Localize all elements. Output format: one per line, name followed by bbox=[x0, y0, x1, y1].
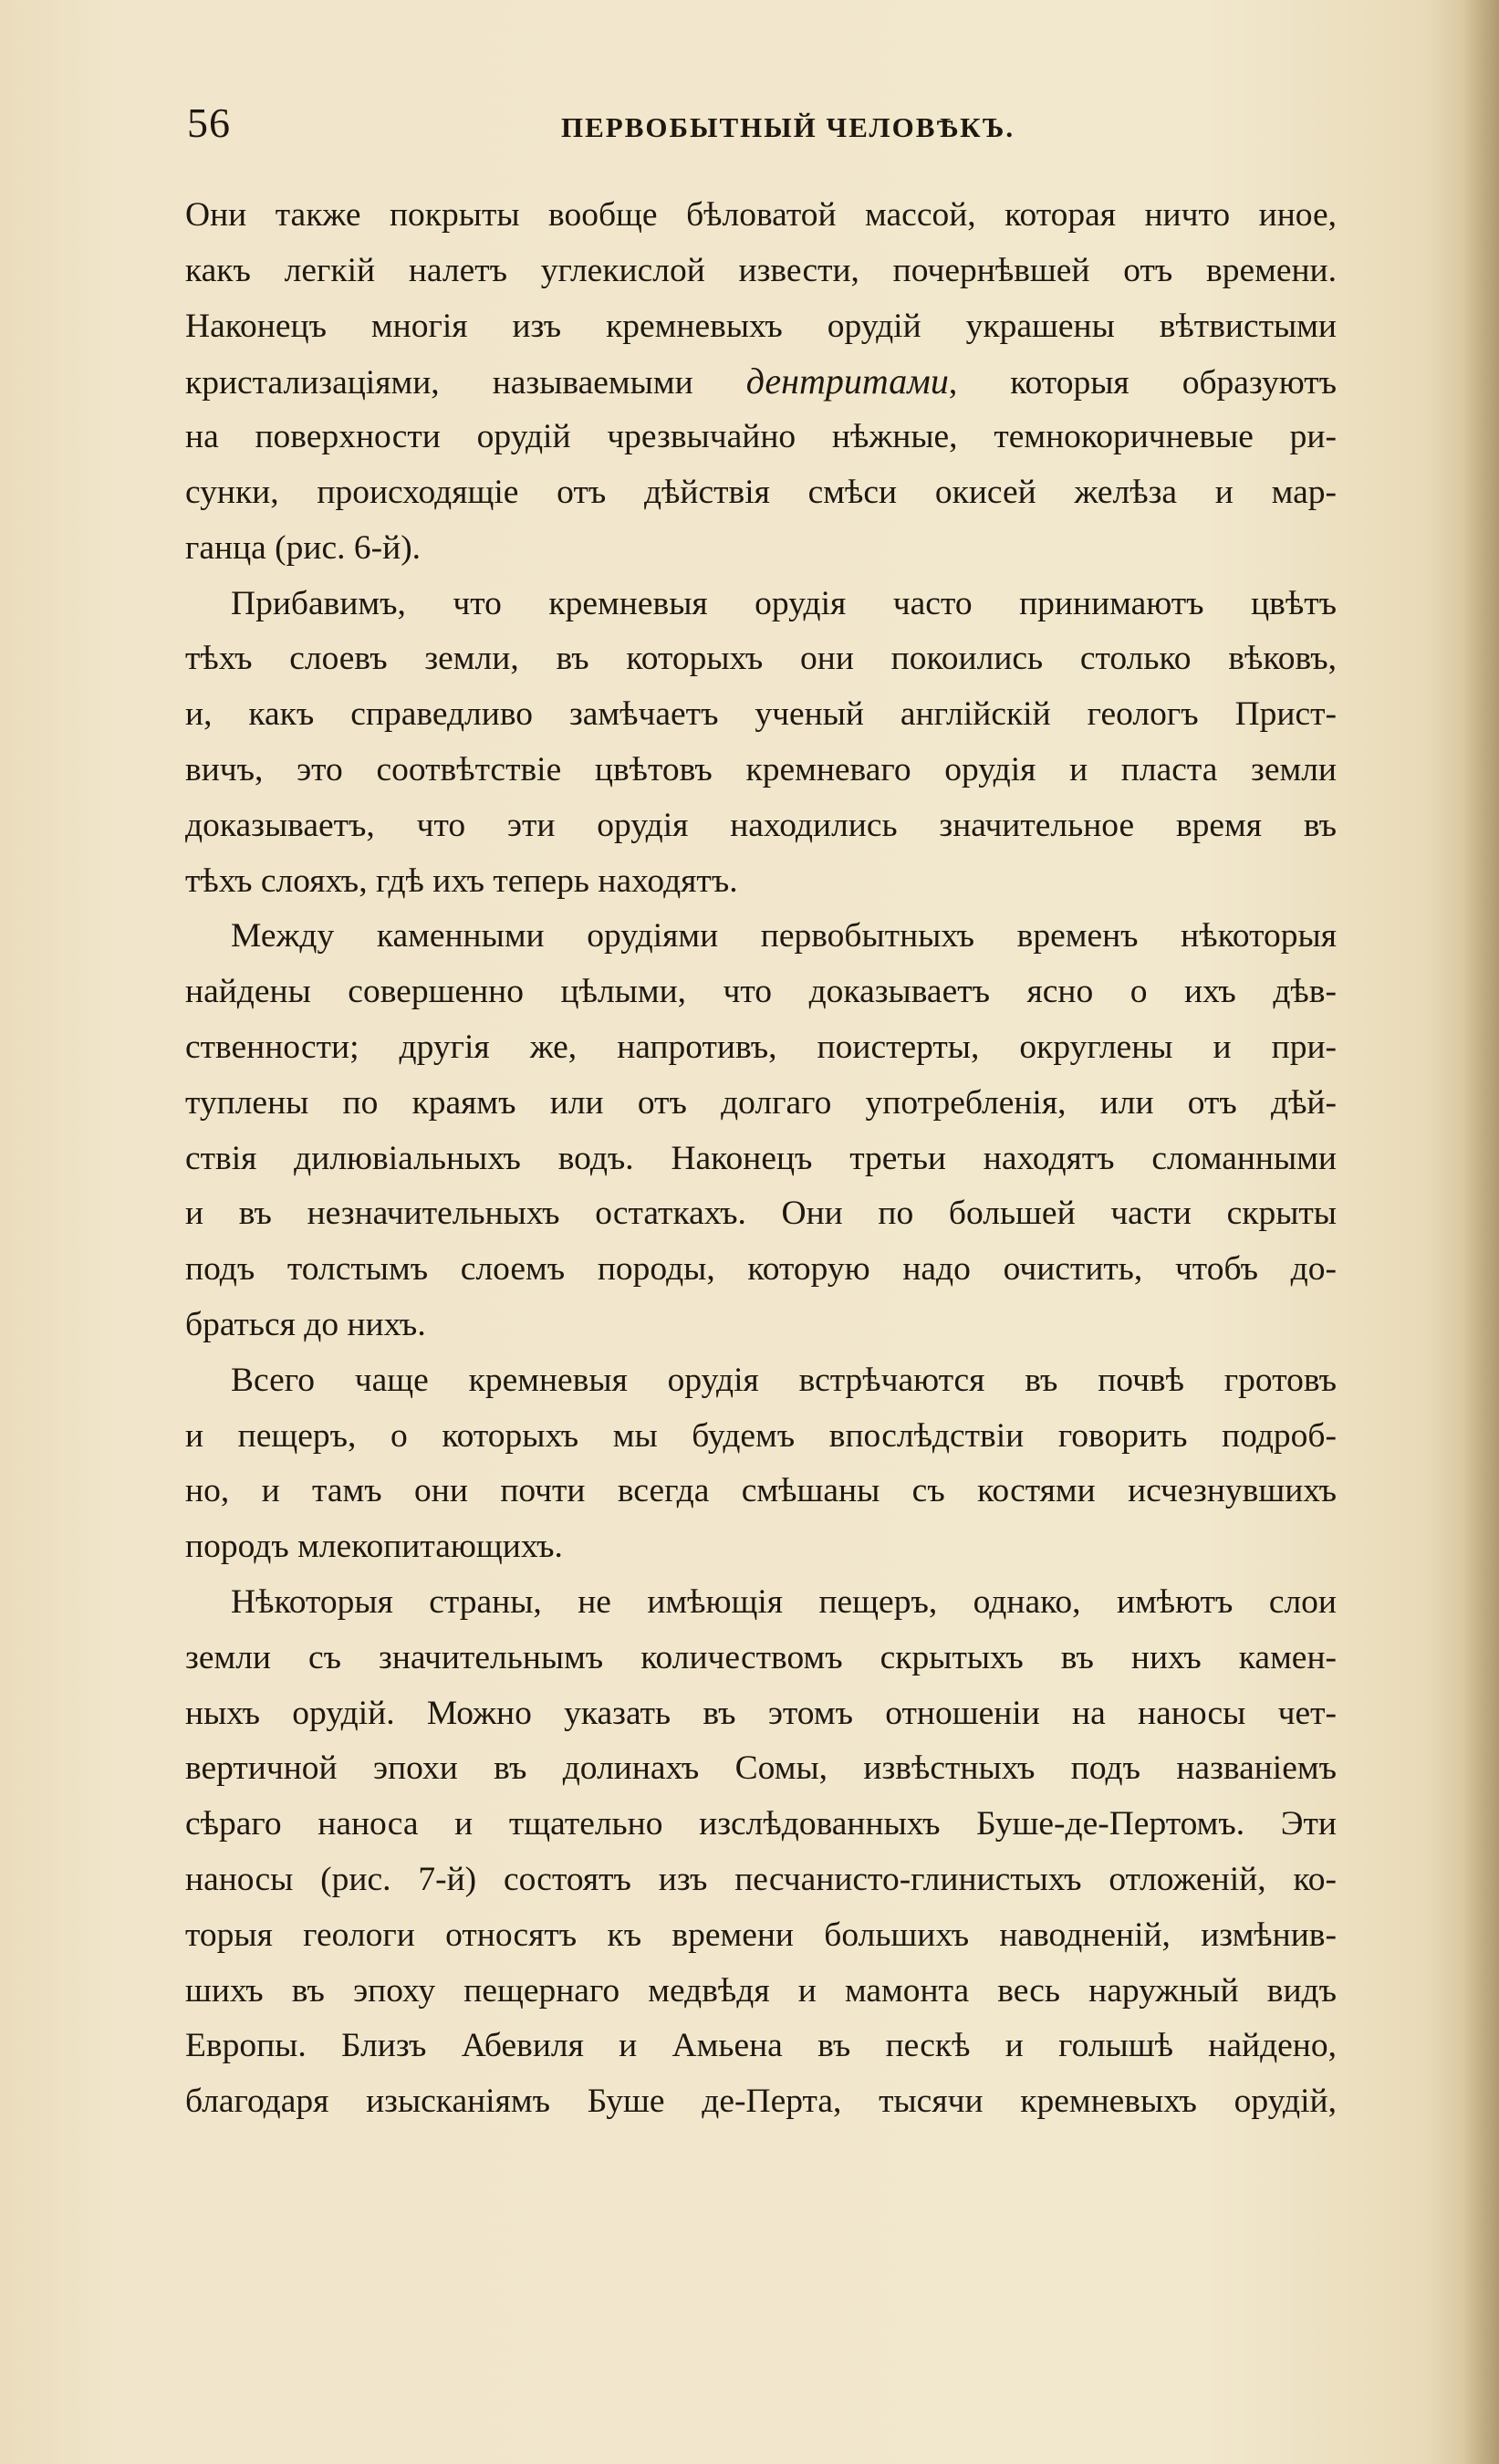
page-edge-shadow bbox=[1463, 0, 1499, 2464]
text-line: и пещеръ, о которыхъ мы будемъ впослѣдствіи говорить подроб- bbox=[185, 1416, 1337, 1455]
text-line: доказываетъ, что эти орудія находились значительное время въ bbox=[185, 806, 1337, 844]
text-line: ствія дилювіальныхъ водъ. Наконецъ третьи находятъ сломанными bbox=[185, 1139, 1337, 1177]
paragraph bbox=[185, 909, 1337, 1352]
text-line: торыя геологи относятъ къ времени большихъ наводненій, измѣнив- bbox=[185, 1916, 1337, 1954]
text-line: на поверхности орудій чрезвычайно нѣжные, темнокоричневые ри- bbox=[185, 418, 1337, 456]
text-line: найдены совершенно цѣлыми, что доказываетъ ясно о ихъ дѣв- bbox=[185, 973, 1337, 1011]
text-line: наносы (рис. 7-й) состоятъ изъ песчанисто-глинистыхъ отложеній, ко- bbox=[185, 1860, 1337, 1898]
italic-term: дентритами bbox=[745, 360, 949, 402]
paragraph bbox=[185, 577, 1337, 910]
running-title: ПЕРВОБЫТНЫЙ ЧЕЛОВѢКЪ. bbox=[561, 111, 1015, 143]
text-line: ственности; другія же, напротивъ, поистерты, округлены и при- bbox=[185, 1028, 1337, 1066]
text-line: туплены по краямъ или отъ долгаго употребленія, или отъ дѣй- bbox=[185, 1083, 1337, 1122]
text-line: браться до нихъ. bbox=[185, 1305, 426, 1343]
text-line: подъ толстымъ слоемъ породы, которую надо очистить, чтобъ до- bbox=[185, 1250, 1337, 1289]
text-line: земли съ значительнымъ количествомъ скрытыхъ въ нихъ камен- bbox=[185, 1638, 1337, 1676]
text-line: сѣраго наноса и тщательно изслѣдованныхъ Буше-де-Пертомъ. Эти bbox=[185, 1805, 1337, 1843]
text-line: тѣхъ слоевъ земли, въ которыхъ они покоились столько вѣковъ, bbox=[185, 640, 1337, 678]
text-line: вичъ, это соотвѣтствіе цвѣтовъ кремневаго орудія и пласта земли bbox=[185, 750, 1337, 788]
text-line: Прибавимъ, что кремневыя орудія часто принимаютъ цвѣтъ bbox=[231, 584, 1337, 622]
text-line: Всего чаще кремневыя орудія встрѣчаются въ почвѣ гротовъ bbox=[231, 1361, 1337, 1399]
text-line: и, какъ справедливо замѣчаетъ ученый англійскій геологъ Прист- bbox=[185, 695, 1337, 734]
text-line: Между каменными орудіями первобытныхъ временъ нѣкоторыя bbox=[231, 917, 1337, 955]
page-body bbox=[185, 188, 1337, 2130]
paragraph bbox=[185, 1575, 1337, 2130]
text-line: Европы. Близъ Абевиля и Амьена въ пескѣ и голышѣ найдено, bbox=[185, 2027, 1337, 2065]
page-header bbox=[187, 99, 1337, 153]
text-line: но, и тамъ они почти всегда смѣшаны съ костями исчезнувшихъ bbox=[185, 1472, 1337, 1510]
paragraph bbox=[185, 188, 1337, 577]
text-line: тѣхъ слояхъ, гдѣ ихъ теперь находятъ. bbox=[185, 861, 738, 900]
text-line: Нѣкоторыя страны, не имѣющія пещеръ, однако, имѣютъ слои bbox=[231, 1582, 1337, 1621]
text-line: вертичной эпохи въ долинахъ Сомы, извѣстныхъ подъ названіемъ bbox=[185, 1749, 1337, 1788]
page-number: 56 bbox=[187, 99, 231, 146]
text-line: Они также покрыты вообще бѣловатой массой, которая ничто иное, bbox=[185, 196, 1337, 234]
paragraph bbox=[185, 1353, 1337, 1575]
text-line: и въ незначительныхъ остаткахъ. Они по большей части скрыты bbox=[185, 1195, 1337, 1233]
text-line: ганца (рис. 6-й). bbox=[185, 528, 422, 567]
text-line-with-italic bbox=[185, 354, 1337, 410]
text-line: шихъ въ эпоху пещернаго медвѣдя и мамонта весь наружный видъ bbox=[185, 1971, 1337, 2010]
text-segment: , которыя образуютъ bbox=[948, 364, 1337, 402]
text-line: породъ млекопитающихъ. bbox=[185, 1528, 563, 1566]
text-line: сунки, происходящіе отъ дѣйствія смѣси окисей желѣза и мар- bbox=[185, 473, 1337, 511]
text-line: Наконецъ многія изъ кремневыхъ орудій украшены вѣтвистыми bbox=[185, 307, 1337, 345]
text-line: благодаря изысканіямъ Буше де-Перта, тысячи кремневыхъ орудій, bbox=[185, 2083, 1337, 2121]
text-segment: кристализаціями, называемыми bbox=[185, 364, 746, 402]
text-line: ныхъ орудій. Можно указать въ этомъ отношеніи на наносы чет- bbox=[185, 1694, 1337, 1732]
text-line: какъ легкій налетъ углекислой извести, почернѣвшей отъ времени. bbox=[185, 251, 1337, 289]
